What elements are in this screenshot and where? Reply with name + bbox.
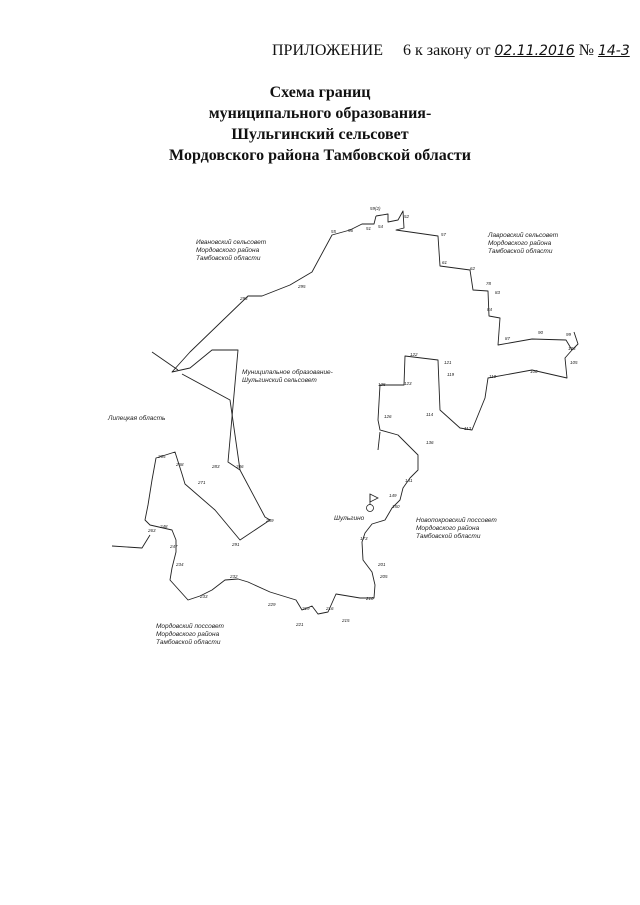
- boundary-point-label: 295: [298, 284, 306, 289]
- boundary-point-label: 248: [160, 524, 168, 529]
- boundary-point-label: 121: [444, 360, 452, 365]
- region-label-lavrovsky: [487, 231, 559, 255]
- boundary-point-label: 126: [384, 414, 392, 419]
- boundary-point-label: 286: [236, 464, 244, 469]
- boundary-branch: [112, 535, 150, 548]
- boundary-point-label: 232: [230, 574, 238, 579]
- boundary-point-label: 59(2): [370, 206, 381, 211]
- municipal-boundary: [145, 211, 572, 614]
- boundary-point-label: 201: [378, 562, 386, 567]
- boundary-point-label: 106: [530, 369, 538, 374]
- region-label-mordovsky: [156, 622, 225, 646]
- boundary-point-label: 283: [212, 464, 220, 469]
- boundary-point-label: 84: [487, 307, 493, 312]
- svg-text:Ивановский сельсовет: Ивановский сельсовет: [196, 239, 267, 246]
- boundary-point-label: 103: [568, 346, 576, 351]
- boundary-point-label: 57: [441, 232, 447, 237]
- boundary-point-label: 52: [404, 214, 410, 219]
- boundary-point-label: 221: [296, 622, 304, 627]
- boundary-point-label: 55: [331, 229, 337, 234]
- boundary-point-label: 99: [566, 332, 572, 337]
- svg-text:Мордовского района: Мордовского района: [488, 240, 552, 247]
- title-line-4: Мордовского района Тамбовской области: [169, 147, 471, 164]
- boundary-point-label: 125: [378, 382, 386, 387]
- region-label-municipality: [242, 368, 334, 384]
- boundary-point-label: 56: [348, 228, 354, 233]
- svg-text:Мордовского района: Мордовского района: [156, 631, 220, 638]
- boundary-point-label: 136: [426, 440, 434, 445]
- boundary-point-label: 247: [170, 544, 178, 549]
- boundary-point-label: 229: [268, 602, 276, 607]
- boundary-point-label: 289: [266, 518, 274, 523]
- svg-text:Лавровский сельсовет: Лавровский сельсовет: [488, 232, 559, 239]
- boundary-point-label: 234: [176, 562, 184, 567]
- title-line-3: Шульгинский сельсовет: [231, 126, 409, 143]
- boundary-point-label: 119: [447, 372, 455, 377]
- settlement-label: Шульгино: [334, 515, 365, 522]
- boundary-point-label: 113: [464, 426, 472, 431]
- boundary-point-label: 54: [378, 224, 384, 229]
- boundary-point-label: 90: [538, 330, 544, 335]
- boundary-point-label: 215: [342, 618, 350, 623]
- appendix-label: ПРИЛОЖЕНИЕ: [272, 42, 384, 59]
- boundary-point-label: 263: [148, 528, 156, 533]
- number-sign: №: [578, 42, 594, 59]
- boundary-point-label: 150: [392, 504, 400, 509]
- boundary-point-label: 110: [489, 374, 497, 379]
- svg-text:Липецкая область: Липецкая область: [108, 415, 166, 422]
- boundary-point-label: 83: [495, 290, 501, 295]
- boundary-point-label: 105: [570, 360, 578, 365]
- svg-text:Шульгинский сельсовет: Шульгинский сельсовет: [242, 377, 317, 384]
- boundary-point-label: 149: [389, 493, 397, 498]
- title-line-1: Схема границ: [269, 84, 371, 101]
- boundary-branch: [378, 432, 380, 450]
- boundary-point-label: 87: [505, 336, 511, 341]
- svg-text:Мордовского района: Мордовского района: [196, 247, 260, 254]
- boundary-branch: [152, 352, 178, 370]
- boundary-point-label: 78: [486, 281, 492, 286]
- law-reference: 6 к закону от: [403, 42, 491, 59]
- region-label-ivanovsky: [196, 238, 267, 262]
- boundary-point-label: 122: [410, 352, 418, 357]
- boundary-point-label: 51: [366, 226, 372, 231]
- boundary-point-label: 205: [380, 574, 388, 579]
- boundary-point-label: 233: [200, 594, 208, 599]
- boundary-point-label: 271: [198, 480, 206, 485]
- region-label-lipetsk: [107, 414, 166, 422]
- boundary-point-label: 62: [470, 266, 476, 271]
- boundary-point-label: 61: [442, 260, 448, 265]
- boundary-point-label: 141: [405, 478, 413, 483]
- region-label-novopokrovsky: [416, 516, 497, 540]
- svg-text:Муниципальное образование-: Муниципальное образование-: [242, 369, 333, 376]
- boundary-point-label: 219: [302, 606, 310, 611]
- svg-text:Новопокровский поссовет: Новопокровский поссовет: [416, 517, 497, 524]
- svg-text:Тамбовской области: Тамбовской области: [416, 533, 481, 540]
- svg-text:Тамбовской области: Тамбовской области: [156, 639, 221, 646]
- svg-text:Мордовский поссовет: Мордовский поссовет: [156, 623, 224, 630]
- title-line-2: муниципального образования-: [208, 105, 432, 122]
- boundary-point-label: 173: [360, 536, 368, 541]
- boundary-point-label: 291: [232, 542, 240, 547]
- boundary-point-label: 210: [366, 596, 374, 601]
- boundary-point-label: 123: [404, 381, 412, 386]
- svg-text:Мордовского района: Мордовского района: [416, 525, 480, 532]
- boundary-point-label: 216: [326, 606, 334, 611]
- law-number: 14-3: [597, 43, 630, 59]
- boundary-point-label: 265: [158, 454, 166, 459]
- svg-text:Тамбовской области: Тамбовской области: [488, 248, 553, 255]
- boundary-point-label: 114: [426, 412, 434, 417]
- law-date: 02.11.2016: [494, 43, 575, 59]
- svg-text:Тамбовской области: Тамбовской области: [196, 255, 261, 262]
- settlement-marker: [367, 494, 379, 512]
- boundary-point-label: 268: [176, 462, 184, 467]
- boundary-point-label: 293: [240, 296, 248, 301]
